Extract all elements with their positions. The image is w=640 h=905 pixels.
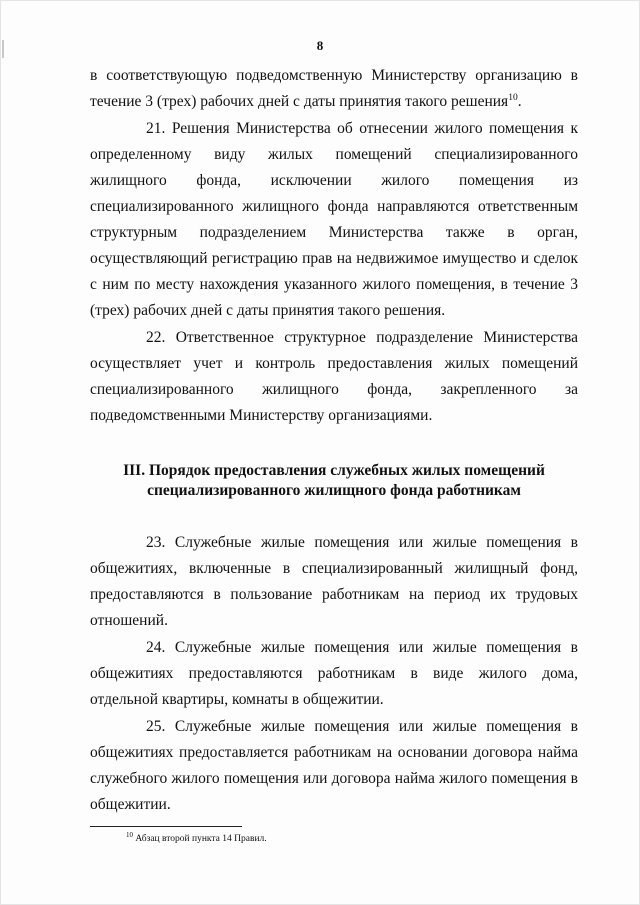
paragraph-24: 24. Служебные жилые помещения или жилые помещения в общежитиях предоставляются работникам в виде жилого дома, отдельной квартиры, комнаты в общежитии. (90, 639, 578, 708)
paragraph-continuation: в соответствующую подведомственную Министерству организацию в течение 3 (трех) рабочих дней с даты принятия такого решения$^{10}$. (90, 67, 578, 110)
paragraph-25: 25. Служебные жилые помещения или жилые помещения в общежитиях предоставляется работникам на основании договора найма служебного жилого помещения или договора найма жилого помещения в общежитии. (90, 718, 578, 813)
page-number: 8 (316, 38, 324, 53)
paragraph-22: 22. Ответственное структурное подразделение Министерства осуществляет учет и контроль предоставления жилых помещений специализированного жилищного фонда, закрепленного за подведомственными Министерству организациями. (90, 329, 578, 424)
footnote-separator (90, 826, 242, 827)
document-body (90, 63, 578, 819)
paragraph-21: 21. Решения Министерства об отнесении жилого помещения к определенному виду жилых помещений специализированного жилищного фонда, исключении жилого помещения из специализированного жилищного фонда направляются ответственным структурным подразделением Министерства также в орган, осуществляющий регистрацию прав на недвижимое имущество и сделок с ним по месту нахождения указанного жилого помещения, в течение 3 (трех) рабочих дней с даты принятия такого решения. (90, 120, 578, 319)
footnote (126, 830, 267, 845)
section-heading (90, 461, 578, 501)
footnote-text: Абзац второй пункта 14 Правил. (135, 834, 267, 844)
footnote-reference[interactable]: 10 (508, 92, 518, 103)
paragraph-text: в соответствующую подведомственную Министерству организацию в течение 3 (трех) рабочих дней с даты принятия такого решения (90, 67, 578, 110)
section-heading-line-1: III. Порядок предоставления служебных жилых помещений (123, 462, 545, 479)
footnote-marker: 10 (126, 830, 133, 839)
section-heading-line-2: специализированного жилищного фонда работникам (147, 482, 521, 499)
paragraph-23: 23. Служебные жилые помещения или жилые помещения в общежитиях, включенные в специализированный жилищный фонд, предоставляются в пользование работникам на период их трудовых отношений. (90, 534, 578, 629)
